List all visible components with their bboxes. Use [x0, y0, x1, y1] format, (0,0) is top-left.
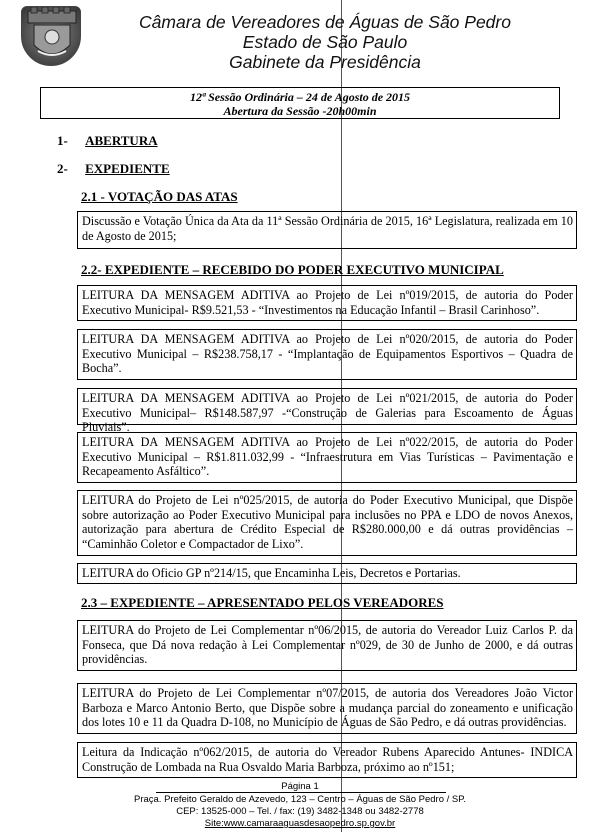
footer-divider [156, 792, 446, 793]
session-opening-time: Abertura da Sessão -20h00min [223, 104, 377, 118]
footer-address: Praça. Prefeito Geraldo de Azevedo, 123 – Centro – Águas de São Pedro / SP. [133, 794, 466, 805]
section-2-2-label: 2.2- EXPEDIENTE – RECEBIDO DO PODER EXECUTIVO MUNICIPAL [81, 262, 504, 277]
ata-item: Discussão e Votação Única da Ata da 11ª Sessão Ordinária de 2015, 16ª Legislatura, realizada em 10 de Agosto de 2015; [77, 211, 577, 249]
vereador-item-1: LEITURA do Projeto de Lei Complementar nº06/2015, de autoria do Vereador Luiz Carlos P. da Fonseca, que Dá nova redação à Lei Complementar nº029, de 30 de Junho de 2000, e dá outras providências. [77, 620, 577, 671]
municipal-seal-icon [21, 6, 81, 66]
section-2-3-label: 2.3 – EXPEDIENTE – APRESENTADO PELOS VEREADORES [81, 595, 444, 610]
vereador-item-3: Leitura da Indicação nº062/2015, de autoria do Vereador Rubens Aparecido Antunes- INDICA Construção de Lombada na Rua Osvaldo Maria Barboza, próximo ao nº151; [77, 742, 577, 778]
section-2-number: 2- [57, 161, 68, 176]
exec-item-4: LEITURA DA MENSAGEM ADITIVA ao Projeto de Lei nº022/2015, de autoria do Poder Executivo Municipal – R$1.811.032,99 - “Infraestrutura em Vias Turísticas – Pavimentação e Recapeamento Asfáltico”. [77, 432, 577, 483]
section-2-1-label: 2.1 - VOTAÇÃO DAS ATAS [81, 189, 238, 204]
exec-item-6: LEITURA do Oficio GP nº214/15, que Encaminha Leis, Decretos e Portarias. [77, 563, 577, 584]
header-chamber-name: Câmara de Vereadores de Águas de São Pedro [139, 12, 511, 32]
session-box [40, 87, 560, 119]
header-office: Gabinete da Presidência [229, 52, 421, 72]
section-1-label: ABERTURA [85, 133, 158, 148]
section-2-2-heading [81, 262, 504, 278]
section-2-1-heading [81, 189, 238, 205]
session-title: 12ª Sessão Ordinária – 24 de Agosto de 2015 [189, 90, 411, 104]
footer-contact: CEP: 13525-000 – Tel. / fax: (19) 3482-1348 ou 3482-2778 [176, 806, 424, 817]
exec-item-3: LEITURA DA MENSAGEM ADITIVA ao Projeto de Lei nº021/2015, de autoria do Poder Executivo Municipal– R$148.587,97 -“Construção de Galerias para Escoamento de Águas Pluviais”. [77, 388, 577, 425]
section-2-3-heading [81, 595, 444, 611]
vereador-item-2: LEITURA do Projeto de Lei Complementar nº07/2015, de autoria dos Vereadores João Victor Barboza e Marco Antonio Berto, que Dispõe sobre a mudança parcial do zoneamento e unificação dos lotes 10 e 11 da Quadra D-108, no Município de Águas de São Pedro, e dá outras providências. [77, 683, 577, 734]
section-2-heading [57, 161, 170, 177]
exec-item-2: LEITURA DA MENSAGEM ADITIVA ao Projeto de Lei nº020/2015, de autoria do Poder Executivo Municipal – R$238.758,17 - “Implantação de Equipamentos Esportivos – Quadra de Bocha”. [77, 329, 577, 380]
footer-page-number: Página 1 [281, 781, 319, 792]
section-1-heading [57, 133, 158, 149]
header-state: Estado de São Paulo [242, 32, 408, 52]
exec-item-1: LEITURA DA MENSAGEM ADITIVA ao Projeto de Lei nº019/2015, de autoria do Poder Executivo Municipal- R$9.521,53 - “Investimentos na Educação Infantil – Brasil Carinhoso”. [77, 285, 577, 321]
section-2-label: EXPEDIENTE [85, 161, 170, 176]
section-1-number: 1- [57, 133, 68, 148]
exec-item-5: LEITURA do Projeto de Lei nº025/2015, de autoria do Poder Executivo Municipal, que Dispõe sobre autorização ao Poder Executivo Municipal para inclusões no PPA e LDO de novos Anexos, autorização para abertura de Crédito Especial de R$280.000,00 e dá outras providências – “Caminhão Coletor e Compactador de Lixo”. [77, 490, 577, 556]
footer-site-link[interactable]: Site:www.camaraaguasdesaopedro.sp.gov.br [204, 818, 396, 829]
